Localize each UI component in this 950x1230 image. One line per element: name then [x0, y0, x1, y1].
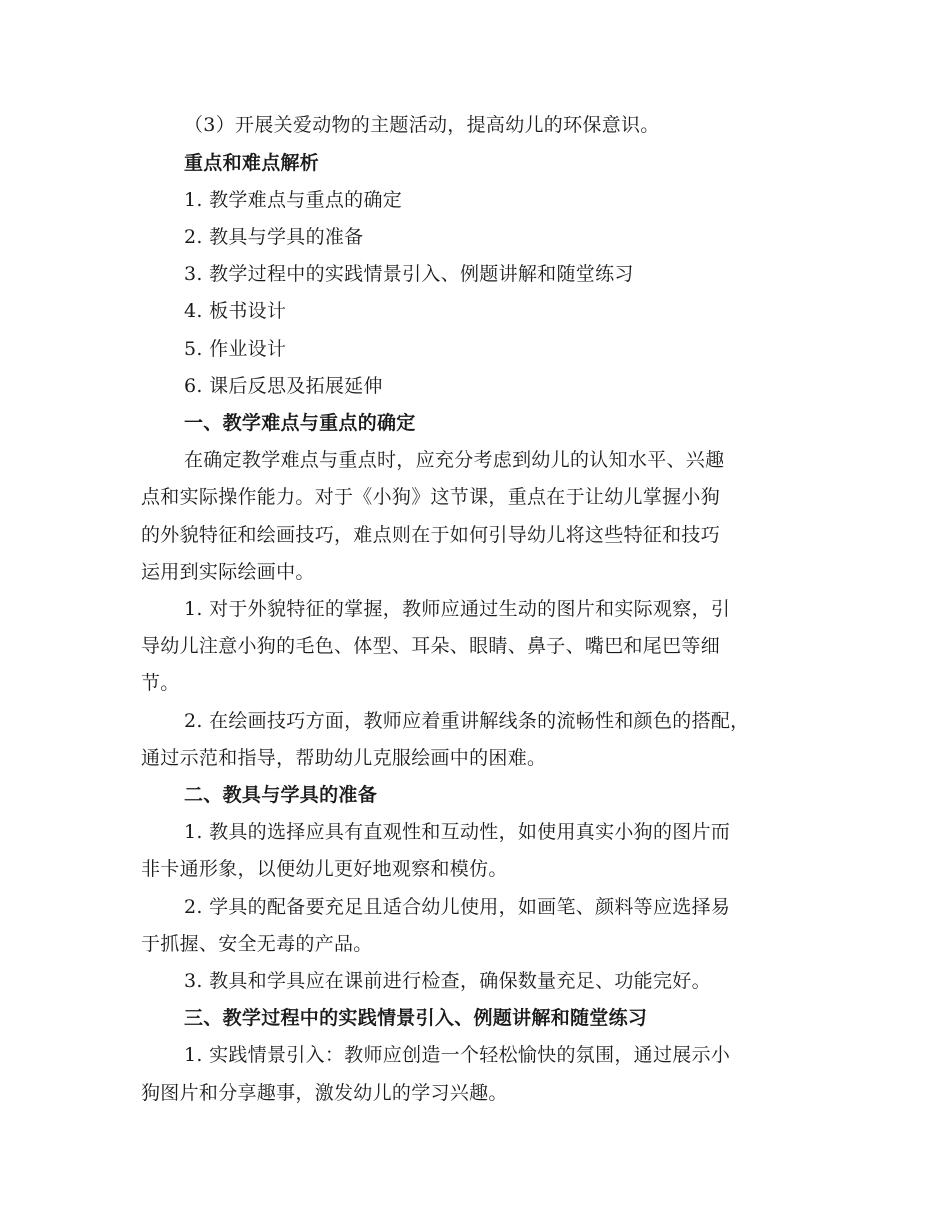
paragraph-line: 3. 教具和学具应在课前进行检查，确保数量充足、功能完好。 [184, 970, 711, 992]
paragraph-line: 运用到实际绘画中。 [141, 561, 315, 583]
paragraph-line: 2. 学具的配备要充足且适合幼儿使用，如画笔、颜料等应选择易 [184, 896, 731, 918]
paragraph-line: （3）开展关爱动物的主题活动，提高幼儿的环保意识。 [184, 114, 660, 136]
list-item: 6. 课后反思及拓展延伸 [184, 375, 383, 397]
list-item: 5. 作业设计 [184, 338, 287, 360]
paragraph-line: 导幼儿注意小狗的毛色、体型、耳朵、眼睛、鼻子、嘴巴和尾巴等细 [141, 635, 721, 657]
list-item: 2. 教具与学具的准备 [184, 226, 364, 248]
list-item: 3. 教学过程中的实践情景引入、例题讲解和随堂练习 [184, 263, 634, 285]
paragraph-line: 通过示范和指导，帮助幼儿克服绘画中的困难。 [141, 747, 547, 769]
paragraph-line: 的外貌特征和绘画技巧，难点则在于如何引导幼儿将这些特征和技巧 [141, 524, 721, 546]
section-heading: 一、教学难点与重点的确定 [184, 412, 416, 434]
list-item: 4. 板书设计 [184, 300, 287, 322]
paragraph-line: 1. 实践情景引入：教师应创造一个轻松愉快的氛围，通过展示小 [184, 1044, 731, 1066]
paragraph-line: 狗图片和分享趣事，激发幼儿的学习兴趣。 [141, 1082, 508, 1104]
paragraph-line: 于抓握、安全无毒的产品。 [141, 933, 373, 955]
paragraph-line: 1. 对于外貌特征的掌握，教师应通过生动的图片和实际观察，引 [184, 598, 731, 620]
section-heading: 三、教学过程中的实践情景引入、例题讲解和随堂练习 [184, 1007, 648, 1029]
paragraph-line: 点和实际操作能力。对于《小狗》这节课，重点在于让幼儿掌握小狗 [141, 486, 721, 508]
section-heading: 重点和难点解析 [184, 152, 320, 174]
paragraph-line: 在确定教学难点与重点时，应充分考虑到幼儿的认知水平、兴趣 [184, 449, 725, 471]
paragraph-line: 非卡通形象，以便幼儿更好地观察和模仿。 [141, 858, 508, 880]
paragraph-line: 节。 [141, 672, 180, 694]
list-item: 1. 教学难点与重点的确定 [184, 189, 403, 211]
section-heading: 二、教具与学具的准备 [184, 784, 378, 806]
paragraph-line: 2. 在绘画技巧方面，教师应着重讲解线条的流畅性和颜色的搭配， [184, 710, 750, 732]
paragraph-line: 1. 教具的选择应具有直观性和互动性，如使用真实小狗的图片而 [184, 821, 731, 843]
